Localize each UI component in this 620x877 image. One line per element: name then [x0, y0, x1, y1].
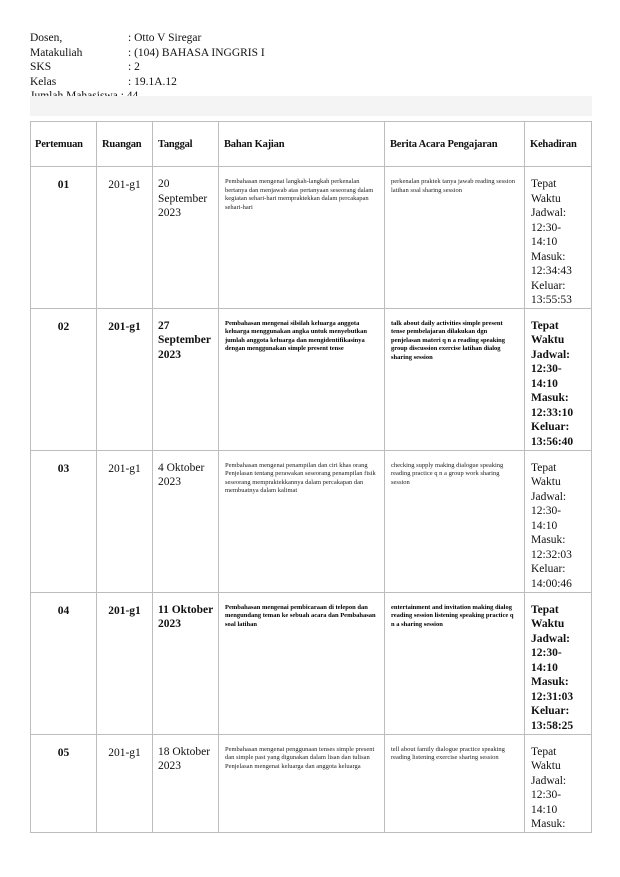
col-header-ruangan: Ruangan — [97, 122, 153, 167]
kehadiran-cell — [525, 592, 592, 734]
kehadiran-masuk-time: 12:32:03 — [531, 548, 572, 561]
kehadiran-jadwal-label: Jadwal: — [531, 490, 567, 503]
table-row — [31, 450, 592, 592]
col-header-berita-acara: Berita Acara Pengajaran — [385, 122, 525, 167]
kehadiran-masuk-label: Masuk: — [531, 676, 569, 688]
kehadiran-cell — [525, 308, 592, 450]
pertemuan-cell: 02 — [31, 308, 97, 450]
col-header-tanggal: Tanggal — [153, 122, 219, 167]
berita-acara-cell: talk about daily activities simple present tense pembelajaran dilakukan dgn penjelasan materi q n a reading speaking group discussion exercise latihan dialog sharing session — [385, 308, 525, 450]
table-row — [31, 167, 592, 309]
bahan-kajian-cell: Pembahasan mengenai penampilan dan ciri khas orang Penjelasan tentang perawakan seseorang penampilan fisik seseorang mempraktekkannya dalam percakapan dan membuatnya dalam kalimat — [219, 450, 385, 592]
kehadiran-status: Tepat — [531, 745, 557, 758]
kehadiran-cell — [525, 734, 592, 832]
kehadiran-status: Waktu — [531, 476, 561, 488]
tanggal-cell: 18 Oktober 2023 — [153, 734, 219, 832]
kehadiran-keluar-label: Keluar: — [531, 563, 566, 575]
tanggal-cell: 4 Oktober 2023 — [153, 450, 219, 592]
tanggal-cell: 20 September 2023 — [153, 167, 219, 309]
sks-label: SKS — [30, 61, 52, 73]
kehadiran-jadwal-end: 14:10 — [531, 661, 558, 674]
bahan-kajian-cell: Pembahasan mengenai silsilah keluarga anggota keluarga menggunakan angka untuk menyebutkan jumlah anggota keluarga dan mengidentifikasinya dengan menggunakan simple present tense — [219, 308, 385, 450]
sks-row — [30, 60, 265, 75]
kehadiran-keluar-label: Keluar: — [531, 421, 570, 433]
table-row — [31, 592, 592, 734]
kehadiran-masuk-time: 12:34:43 — [531, 265, 572, 277]
kehadiran-jadwal-label: Jadwal: — [531, 774, 567, 787]
tanggal-cell: 27 September 2023 — [153, 308, 219, 450]
kehadiran-keluar-time: 13:56:40 — [531, 435, 574, 448]
kehadiran-masuk-time: 12:33:10 — [531, 406, 574, 419]
kehadiran-status: Tepat — [531, 603, 559, 616]
kehadiran-masuk-label: Masuk: — [531, 250, 566, 263]
kehadiran-masuk-label: Masuk: — [531, 534, 566, 546]
kehadiran-jadwal-end: 14:10 — [531, 519, 558, 532]
attendance-table — [30, 121, 592, 833]
dosen-row — [30, 31, 265, 46]
kehadiran-cell — [525, 450, 592, 592]
bahan-kajian-cell: Pembahasan mengenai langkah-langkah perkenalan bertanya dan menjawab atas pertanyaan seseorang dalam kegiatan sehari-hari mempraktekkan dalam percakapan sehari-hari — [219, 167, 385, 309]
pertemuan-cell: 04 — [31, 592, 97, 734]
kelas-row — [30, 75, 265, 90]
table-row — [31, 734, 592, 832]
kehadiran-masuk-time: 12:31:03 — [531, 690, 574, 703]
pertemuan-cell: 01 — [31, 167, 97, 309]
berita-acara-cell: perkenalan praktek tanya jawab reading session latihan soal sharing session — [385, 167, 525, 309]
ruangan-cell: 201-g1 — [97, 592, 153, 734]
tanggal-cell: 11 Oktober 2023 — [153, 592, 219, 734]
kehadiran-jadwal-end: 14:10 — [531, 236, 558, 248]
col-header-pertemuan: Pertemuan — [31, 122, 97, 167]
ruangan-cell: 201-g1 — [97, 308, 153, 450]
kehadiran-masuk-label: Masuk: — [531, 818, 566, 830]
pertemuan-cell: 03 — [31, 450, 97, 592]
kehadiran-keluar-time: 14:00:46 — [531, 577, 572, 590]
kehadiran-status: Waktu — [531, 192, 561, 205]
kehadiran-jadwal-start: 12:30- — [531, 363, 562, 375]
bahan-kajian-cell: Pembahasan mengenai pembicaraan di telepon dan mengundang teman ke sebuah acara dan Pembahasan soal latihan — [219, 592, 385, 734]
dosen-label: Dosen, — [30, 32, 63, 44]
kehadiran-jadwal-end: 14:10 — [531, 377, 558, 390]
table-header-row — [31, 122, 592, 167]
matakuliah-row — [30, 46, 265, 61]
course-info-header — [30, 31, 265, 104]
kehadiran-status: Tepat — [531, 178, 557, 190]
kelas-value: : 19.1A.12 — [128, 75, 177, 88]
berita-acara-cell: entertainment and invitation making dialog reading session listening speaking practice q n a sharing session — [385, 592, 525, 734]
kehadiran-jadwal-start: 12:30- — [531, 647, 562, 659]
kehadiran-keluar-label: Keluar: — [531, 279, 566, 292]
kehadiran-status: Waktu — [531, 760, 561, 772]
kehadiran-status: Tepat — [531, 319, 559, 332]
kehadiran-jadwal-end: 14:10 — [531, 803, 558, 816]
bahan-kajian-cell: Pembahasan mengenai penggunaan tenses simple present dan simple past yang digunakan dalam lisan dan tulisan Penjelasan mengenai keluarga dan anggota keluarga — [219, 734, 385, 832]
kehadiran-keluar-label: Keluar: — [531, 705, 570, 717]
ruangan-cell: 201-g1 — [97, 734, 153, 832]
dosen-value: : Otto V Siregar — [128, 32, 202, 44]
kehadiran-status: Waktu — [531, 618, 565, 630]
berita-acara-cell: tell about family dialogue practice speaking reading listening exercise sharing session — [385, 734, 525, 832]
kehadiran-jadwal-start: 12:30- — [531, 505, 562, 517]
sks-value: : 2 — [128, 61, 140, 73]
kelas-label: Kelas — [30, 75, 57, 88]
matakuliah-label: Matakuliah — [30, 46, 83, 59]
kehadiran-cell — [525, 167, 592, 309]
kehadiran-status: Waktu — [531, 334, 565, 346]
kehadiran-jadwal-label: Jadwal: — [531, 348, 570, 361]
berita-acara-cell: checking supply making dialogue speaking reading practice q n a group work sharing session — [385, 450, 525, 592]
kehadiran-keluar-time: 13:58:25 — [531, 719, 574, 732]
header-divider-band — [30, 96, 592, 116]
kehadiran-status: Tepat — [531, 461, 557, 474]
ruangan-cell: 201-g1 — [97, 167, 153, 309]
pertemuan-cell: 05 — [31, 734, 97, 832]
kehadiran-jadwal-start: 12:30- — [531, 789, 562, 801]
col-header-bahan-kajian: Bahan Kajian — [219, 122, 385, 167]
col-header-kehadiran: Kehadiran — [525, 122, 592, 167]
kehadiran-keluar-time: 13:55:53 — [531, 294, 572, 306]
kehadiran-jadwal-start: 12:30- — [531, 221, 562, 234]
kehadiran-masuk-label: Masuk: — [531, 392, 569, 404]
kehadiran-jadwal-label: Jadwal: — [531, 632, 570, 645]
kehadiran-jadwal-label: Jadwal: — [531, 207, 567, 219]
ruangan-cell: 201-g1 — [97, 450, 153, 592]
table-row — [31, 308, 592, 450]
matakuliah-value: : (104) BAHASA INGGRIS I — [128, 46, 265, 59]
